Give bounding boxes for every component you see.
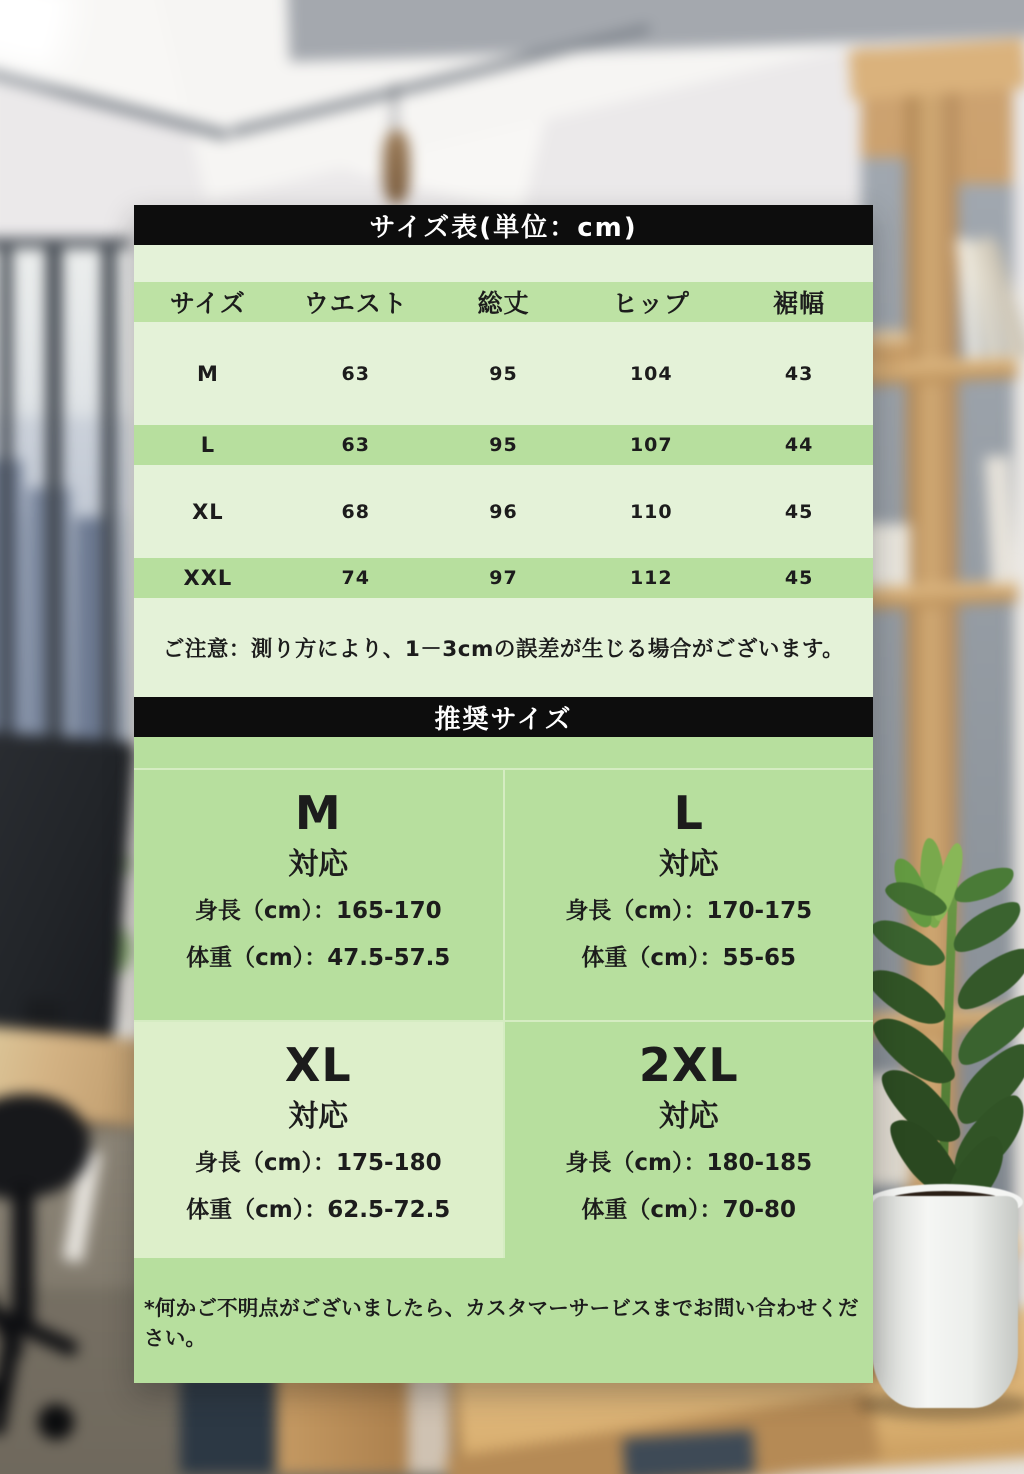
- column-header: サイズ: [169, 289, 246, 318]
- value-cell: 104: [629, 362, 673, 385]
- size-letter: L: [673, 786, 704, 840]
- customer-service-note: [134, 1258, 873, 1383]
- recommended-size-section: [134, 737, 873, 1383]
- value-cell: 112: [629, 567, 673, 589]
- recommended-size-grid: [134, 770, 873, 1258]
- size-block-label: 対応: [658, 847, 719, 882]
- size-table-header-row: [134, 282, 873, 322]
- column-header: 総丈: [477, 289, 530, 318]
- value-cell: 63: [341, 434, 370, 456]
- table-row: [134, 558, 873, 598]
- size-cell: XXL: [183, 566, 233, 590]
- measurement-note-text: ご注意：測り方により、1－3cmの誤差が生じる場合がございます。: [162, 637, 845, 662]
- value-cell: 45: [784, 567, 814, 589]
- height-range: 身長（cm）：170-175: [565, 898, 813, 924]
- value-cell: 97: [489, 567, 518, 589]
- size-block-l: [505, 770, 874, 1020]
- recommended-size-title-bar: [134, 697, 873, 737]
- customer-service-note-text: *何かご不明点がございましたら、カスタマーサービスまでお問い合わせください。: [144, 1295, 859, 1350]
- value-cell: 110: [629, 500, 673, 523]
- plant-pot: [872, 1196, 1018, 1408]
- spacer: [134, 245, 873, 282]
- size-chart-panel: [134, 205, 873, 1383]
- weight-range: 体重（cm）：55-65: [581, 945, 797, 971]
- value-cell: 63: [341, 362, 370, 385]
- column-header: ヒップ: [612, 289, 690, 318]
- size-table-title-bar: [134, 205, 873, 245]
- size-block-xl: [134, 1022, 503, 1258]
- weight-range: 体重（cm）：47.5-57.5: [186, 945, 451, 971]
- size-block-2xl: [505, 1022, 874, 1258]
- value-cell: 74: [341, 567, 370, 589]
- table-row: [134, 322, 873, 425]
- size-table-section: [134, 245, 873, 697]
- size-block-m: [134, 770, 503, 1020]
- column-header: 裾幅: [773, 289, 826, 318]
- size-block-label: 対応: [658, 1099, 719, 1134]
- size-cell: M: [196, 361, 219, 386]
- height-range: 身長（cm）：165-170: [194, 898, 442, 924]
- value-cell: 43: [784, 362, 814, 385]
- table-row: [134, 425, 873, 465]
- size-letter: 2XL: [638, 1038, 739, 1092]
- value-cell: 44: [784, 434, 814, 456]
- size-letter: M: [294, 786, 342, 840]
- size-table-title: サイズ表(単位：cm): [369, 212, 638, 243]
- size-cell: XL: [192, 499, 224, 524]
- recommended-size-title: 推奨サイズ: [434, 704, 573, 735]
- measurement-note: [134, 598, 873, 697]
- size-block-label: 対応: [288, 847, 349, 882]
- value-cell: 95: [489, 434, 518, 456]
- table-row: [134, 465, 873, 558]
- value-cell: 95: [489, 362, 518, 385]
- value-cell: 107: [629, 434, 673, 456]
- size-cell: L: [200, 433, 216, 457]
- column-header: ウエスト: [303, 289, 408, 318]
- spacer: [134, 737, 873, 770]
- weight-range: 体重（cm）：70-80: [581, 1197, 797, 1223]
- value-cell: 45: [784, 500, 814, 523]
- height-range: 身長（cm）：180-185: [565, 1150, 813, 1176]
- value-cell: 96: [489, 500, 518, 523]
- height-range: 身長（cm）：175-180: [194, 1150, 442, 1176]
- value-cell: 68: [341, 500, 370, 523]
- size-letter: XL: [284, 1038, 352, 1092]
- size-block-label: 対応: [288, 1099, 349, 1134]
- weight-range: 体重（cm）：62.5-72.5: [186, 1197, 451, 1223]
